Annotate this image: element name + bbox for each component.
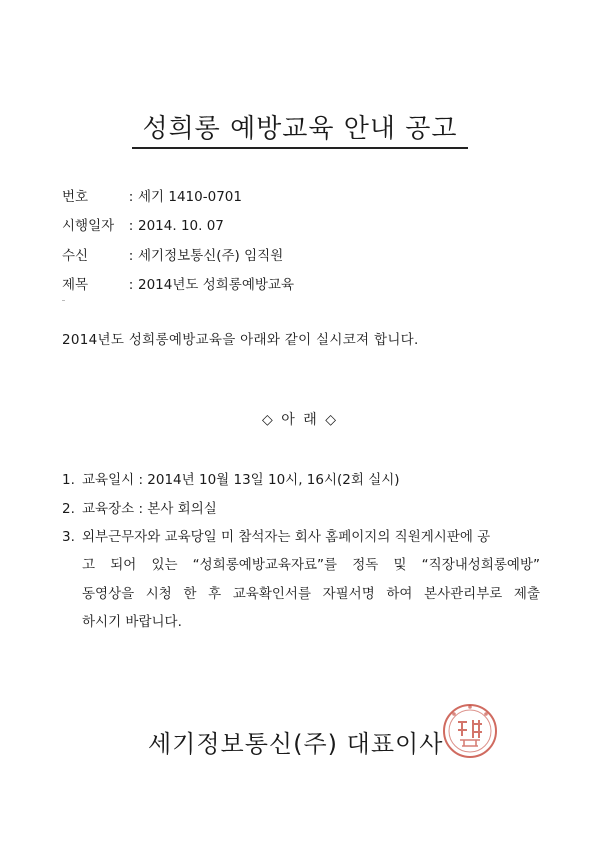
header-label: 수신	[62, 248, 89, 264]
item-continuation-line: 동영상을 시청 한 후 교육확인서를 자필서명 하여 본사관리부로 제출	[82, 586, 540, 602]
header-value: 세기 1410-0701	[138, 189, 242, 205]
item-text: 교육장소 : 본사 회의실	[82, 501, 217, 517]
header-label: 제목	[62, 277, 89, 293]
item-continuation-line: 고 되어 있는 “성희롱예방교육자료”를 정독 및 “직장내성희롱예방”	[82, 557, 540, 573]
header-separator: :	[128, 248, 134, 264]
header-value: 세기정보통신(주) 임직원	[138, 248, 284, 264]
header-field-subject	[62, 273, 294, 293]
official-seal-icon	[440, 700, 500, 762]
list-item-notice	[62, 525, 490, 545]
section-heading: ◇ 아 래 ◇	[262, 412, 338, 428]
list-item-date	[62, 468, 400, 488]
scan-mark	[62, 300, 65, 301]
header-label: 시행일자	[62, 218, 115, 234]
header-value: 2014. 10. 07	[138, 218, 224, 234]
header-value: 2014년도 성희롱예방교육	[138, 277, 295, 293]
item-text: 교육일시 : 2014년 10월 13일 10시, 16시(2회 실시)	[82, 472, 400, 488]
header-separator: :	[128, 218, 134, 234]
header-field-recipient	[62, 244, 283, 264]
intro-text: 2014년도 성희롱예방교육을 아래와 같이 실시코져 합니다.	[62, 332, 419, 348]
header-label: 번호	[62, 189, 89, 205]
header-separator: :	[128, 189, 134, 205]
item-number: 3.	[62, 529, 75, 545]
header-field-date	[62, 214, 224, 234]
document-title	[0, 108, 600, 149]
header-separator: :	[128, 277, 134, 293]
item-number: 1.	[62, 472, 75, 488]
item-continuation-line: 하시기 바랍니다.	[82, 614, 182, 630]
item-text: 외부근무자와 교육당일 미 참석자는 회사 홈페이지의 직원게시판에 공	[82, 529, 491, 545]
list-item-location	[62, 497, 217, 517]
header-field-number	[62, 185, 242, 205]
item-number: 2.	[62, 501, 75, 517]
document-title-text: 성희롱 예방교육 안내 공고	[132, 108, 467, 149]
signer-name: 세기정보통신(주) 대표이사	[148, 730, 444, 758]
